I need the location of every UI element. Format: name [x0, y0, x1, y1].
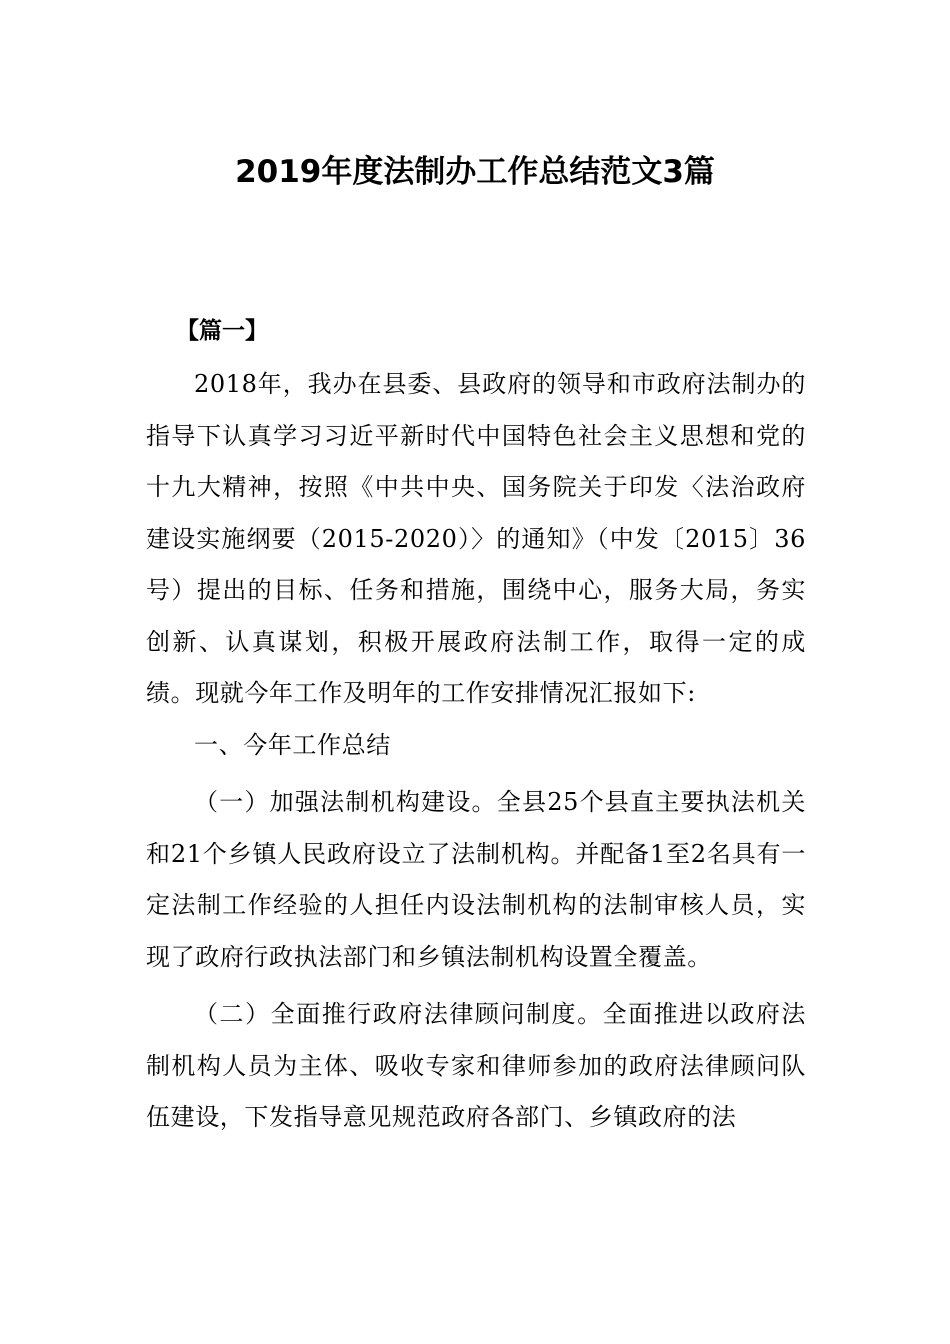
paragraph-2: （二）全面推行政府法律顾问制度。全面推进以政府法制机构人员为主体、吸收专家和律师参加的政府法律顾问队伍建设，下发指导意见规范政府各部门、乡镇政府的法: [146, 1000, 806, 1131]
paragraph-1: （一）加强法制机构建设。全县25个县直主要执法机关和21个乡镇人民政府设立了法制机构。并配备1至2名具有一定法制工作经验的人担任内设法制机构的法制审核人员，实现了政府行政执法部门和乡镇法制机构设置全覆盖。: [146, 788, 806, 971]
section-heading: 一、今年工作总结: [194, 730, 391, 759]
section-tag: 【篇一】: [176, 318, 268, 344]
document-body: [146, 306, 806, 1144]
intro-paragraph: 2018年，我办在县委、县政府的领导和市政府法制办的指导下认真学习习近平新时代中国特色社会主义思想和党的十九大精神，按照《中共中央、国务院关于印发〈法治政府建设实施纲要（2015-2020）〉的通知》（中发〔2015〕36号）提出的目标、任务和措施，围绕中心，服务大局，务实创新、认真谋划，积极开展政府法制工作，取得一定的成绩。现就今年工作及明年的工作安排情况汇报如下:: [146, 370, 806, 707]
document-title: 2019年度法制办工作总结范文3篇: [235, 154, 715, 190]
